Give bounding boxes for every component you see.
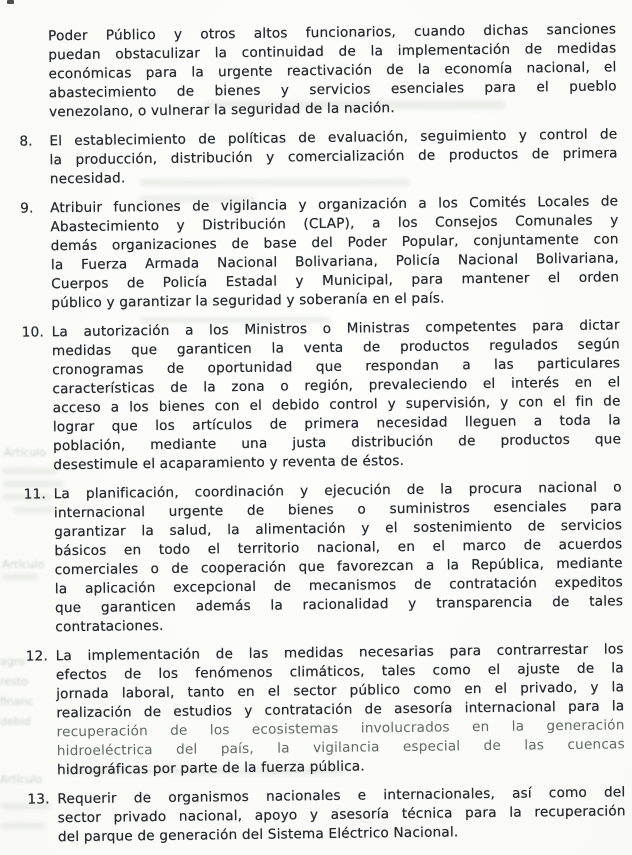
- text-line: realización de estudios y contratación de asesoría internacional para la: [56, 698, 625, 722]
- numbered-item: [26, 640, 626, 780]
- text-line: desestimule el acaparamiento y reventa de éstos.: [53, 452, 405, 474]
- text-line: La implementación de las medidas necesarias para contrarrestar los: [55, 641, 624, 665]
- item-text: [50, 192, 619, 313]
- text-line: contrataciones.: [55, 617, 164, 636]
- text-line: El establecimiento de políticas de evaluación, seguimiento y control de: [49, 126, 618, 150]
- text-line: que garanticen además la racionalidad y transparencia de tales: [55, 593, 624, 617]
- text-line: económicas para la urgente reactivación de la economía nacional, el: [48, 59, 617, 83]
- item-text: [56, 640, 626, 780]
- scan-artifact: [7, 0, 14, 4]
- text-line: sector privado nacional, apoyo y asesoría técnica para la recuperación: [57, 803, 626, 827]
- text-line: La planificación, coordinación y ejecución de la procura nacional o: [53, 479, 622, 503]
- text-line: Poder Público y otros altos funcionarios, cuando dichas sanciones: [48, 21, 617, 45]
- text-line: recuperación de los ecosistemas involucrados en la generación: [56, 717, 625, 741]
- item-text: [57, 783, 626, 847]
- item-text: [52, 316, 622, 475]
- text-line: Atribuir funciones de vigilancia y organización a los Comités Locales de: [50, 193, 619, 217]
- text-line: puedan obstaculizar la continuidad de la implementación de medidas: [48, 40, 617, 64]
- text-line: La autorización a los Ministros o Ministras competentes para dictar: [51, 317, 620, 341]
- bleed-through-text: agro: [0, 655, 25, 668]
- text-line: Cuerpos de Policía Estadal y Municipal, para mantener el orden: [51, 269, 620, 293]
- item-number: 8.: [19, 133, 33, 150]
- text-line: Abastecimiento y Distribución (CLAP), a los Consejos Comunales y: [50, 212, 619, 236]
- numbered-item: [27, 783, 626, 847]
- text-line: público y garantizar la seguridad y soberanía en el país.: [51, 290, 445, 312]
- numbered-item: [19, 125, 618, 189]
- text-line: venezolano, o vulnerar la seguridad de la nación.: [48, 100, 395, 121]
- item-number: 10.: [21, 324, 45, 341]
- text-line: demás organizaciones de base del Poder Popular, conjuntamente con: [50, 231, 619, 255]
- text-line: lograr que los artículos de primera necesidad lleguen a toda la: [52, 412, 621, 436]
- text-line: abastecimiento de bienes y servicios esenciales para el pueblo: [48, 78, 617, 102]
- bleed-through-text: financ: [0, 695, 34, 708]
- item-text: [49, 125, 618, 189]
- text-line: jornada laboral, tanto en el sector público como en el privado, y la: [56, 679, 625, 703]
- text-line: acceso a los bienes con el debido control y supervisión, y con el fin de: [52, 393, 621, 417]
- bleed-through-text: resto: [0, 675, 28, 688]
- text-line: del parque de generación del Sistema Eléctrico Nacional.: [57, 824, 459, 846]
- text-line: Requerir de organismos nacionales e internacionales, así como del: [57, 784, 626, 808]
- numbered-item-list: [19, 125, 626, 847]
- bleed-through-text: Artículo: [4, 446, 47, 459]
- text-line: población, mediante una justa distribución de productos que: [53, 431, 622, 455]
- text-line: hidrográficas por parte de la fuerza pública.: [56, 758, 365, 779]
- item-number: 12.: [25, 648, 49, 665]
- item-number: 13.: [27, 791, 50, 808]
- text-line: la Fuerza Armada Nacional Bolivariana, Policía Nacional Bolivariana,: [50, 250, 619, 274]
- numbered-item: [20, 192, 619, 313]
- numbered-item: [24, 478, 624, 637]
- text-line: hidroeléctrica del país, la vigilancia especial de las cuencas: [56, 736, 625, 760]
- item-number: 9.: [20, 200, 34, 217]
- item-number: 11.: [23, 486, 47, 503]
- text-line: comerciales o de cooperación que favorezcan a la República, mediante: [54, 555, 623, 579]
- item-text: [54, 478, 624, 637]
- text-line: cronogramas de oportunidad que respondan a las particulares: [52, 355, 621, 379]
- bleed-through-text: debid: [0, 715, 31, 728]
- bleed-through-text: Artículo: [2, 558, 45, 571]
- text-line: necesidad.: [49, 170, 126, 188]
- text-line: internacional urgente de bienes o suministros esenciales para: [53, 498, 623, 522]
- intro-paragraph: [48, 20, 617, 122]
- bleed-through-text: Artículo: [0, 773, 43, 786]
- text-line: la producción, distribución y comercialización de productos de primera: [49, 145, 618, 169]
- text-line: efectos de los fenómenos climáticos, tales como el ajuste de la: [55, 660, 624, 684]
- text-line: básicos en todo el territorio nacional, en el marco de acuerdos: [54, 536, 623, 560]
- text-line: medidas que garanticen la venta de productos regulados según: [51, 336, 621, 360]
- numbered-item: [22, 316, 622, 475]
- text-line: características de la zona o región, prevaleciendo el interés en el: [52, 374, 621, 398]
- document-text-block: [18, 20, 626, 847]
- text-line: garantizar la salud, la alimentación y el sostenimiento de servicios: [54, 517, 623, 541]
- text-line: la aplicación excepcional de mecanismos de contratación expeditos: [54, 574, 623, 598]
